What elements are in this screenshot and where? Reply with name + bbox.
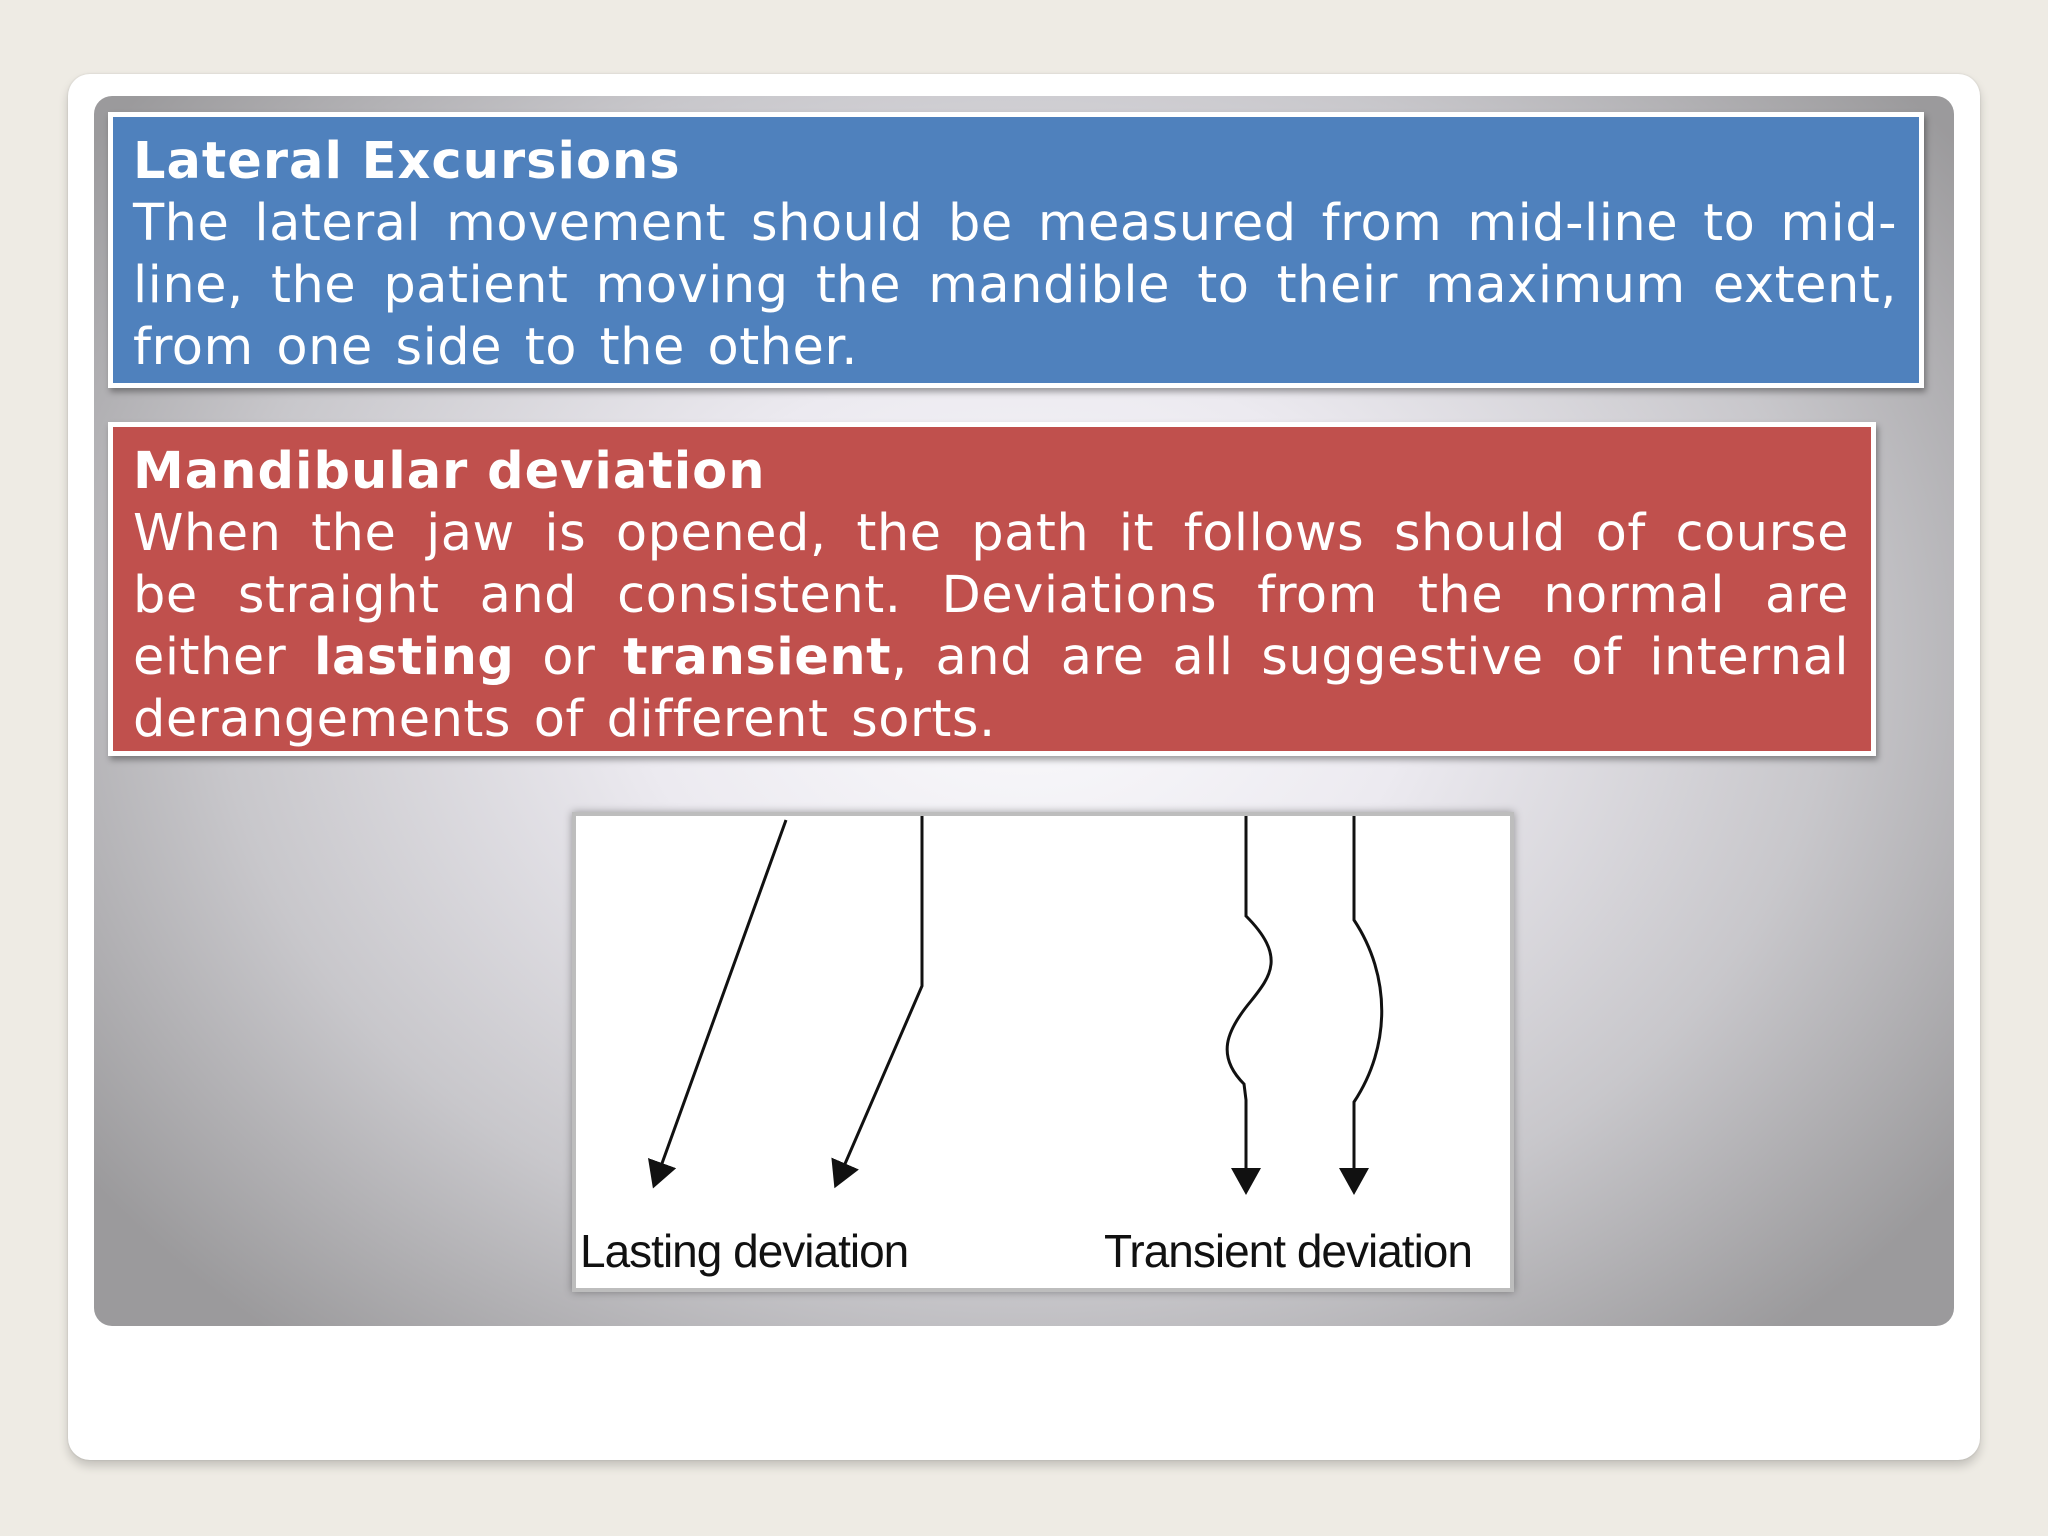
mandibular-deviation-body [133, 503, 1849, 751]
lasting-deviation-path-straight [656, 820, 786, 1180]
transient-deviation-path-curved [1354, 816, 1382, 1186]
deviation-paths-diagram [576, 816, 1510, 1288]
transient-deviation-path-wavy [1227, 816, 1271, 1186]
lasting-deviation-path-angled [838, 816, 922, 1180]
transient-deviation-label: Transient deviation [1104, 1225, 1472, 1277]
lateral-excursions-title: Lateral Excursions [133, 132, 681, 191]
lateral-excursions-body: The lateral movement should be measured from mid-line to mid-line, the patient moving the mandible to their maximum extent, from one side to the other. [133, 194, 1897, 377]
mandibular-deviation-title: Mandibular deviation [133, 442, 766, 501]
connector-or: or [514, 628, 624, 687]
mandibular-deviation-box [108, 422, 1876, 756]
deviation-text-part1: When the jaw is opened, the path it follows should of course be straight and consistent. Deviations from the normal are either [133, 504, 1849, 687]
deviation-text-part2: , and are all suggestive of internal derangements of different sorts. [133, 628, 1849, 749]
lateral-excursions-box [108, 112, 1924, 388]
term-lasting: lasting [313, 628, 515, 687]
deviation-figure [572, 812, 1514, 1292]
lasting-deviation-label: Lasting deviation [580, 1225, 909, 1277]
term-transient: transient [623, 628, 892, 687]
